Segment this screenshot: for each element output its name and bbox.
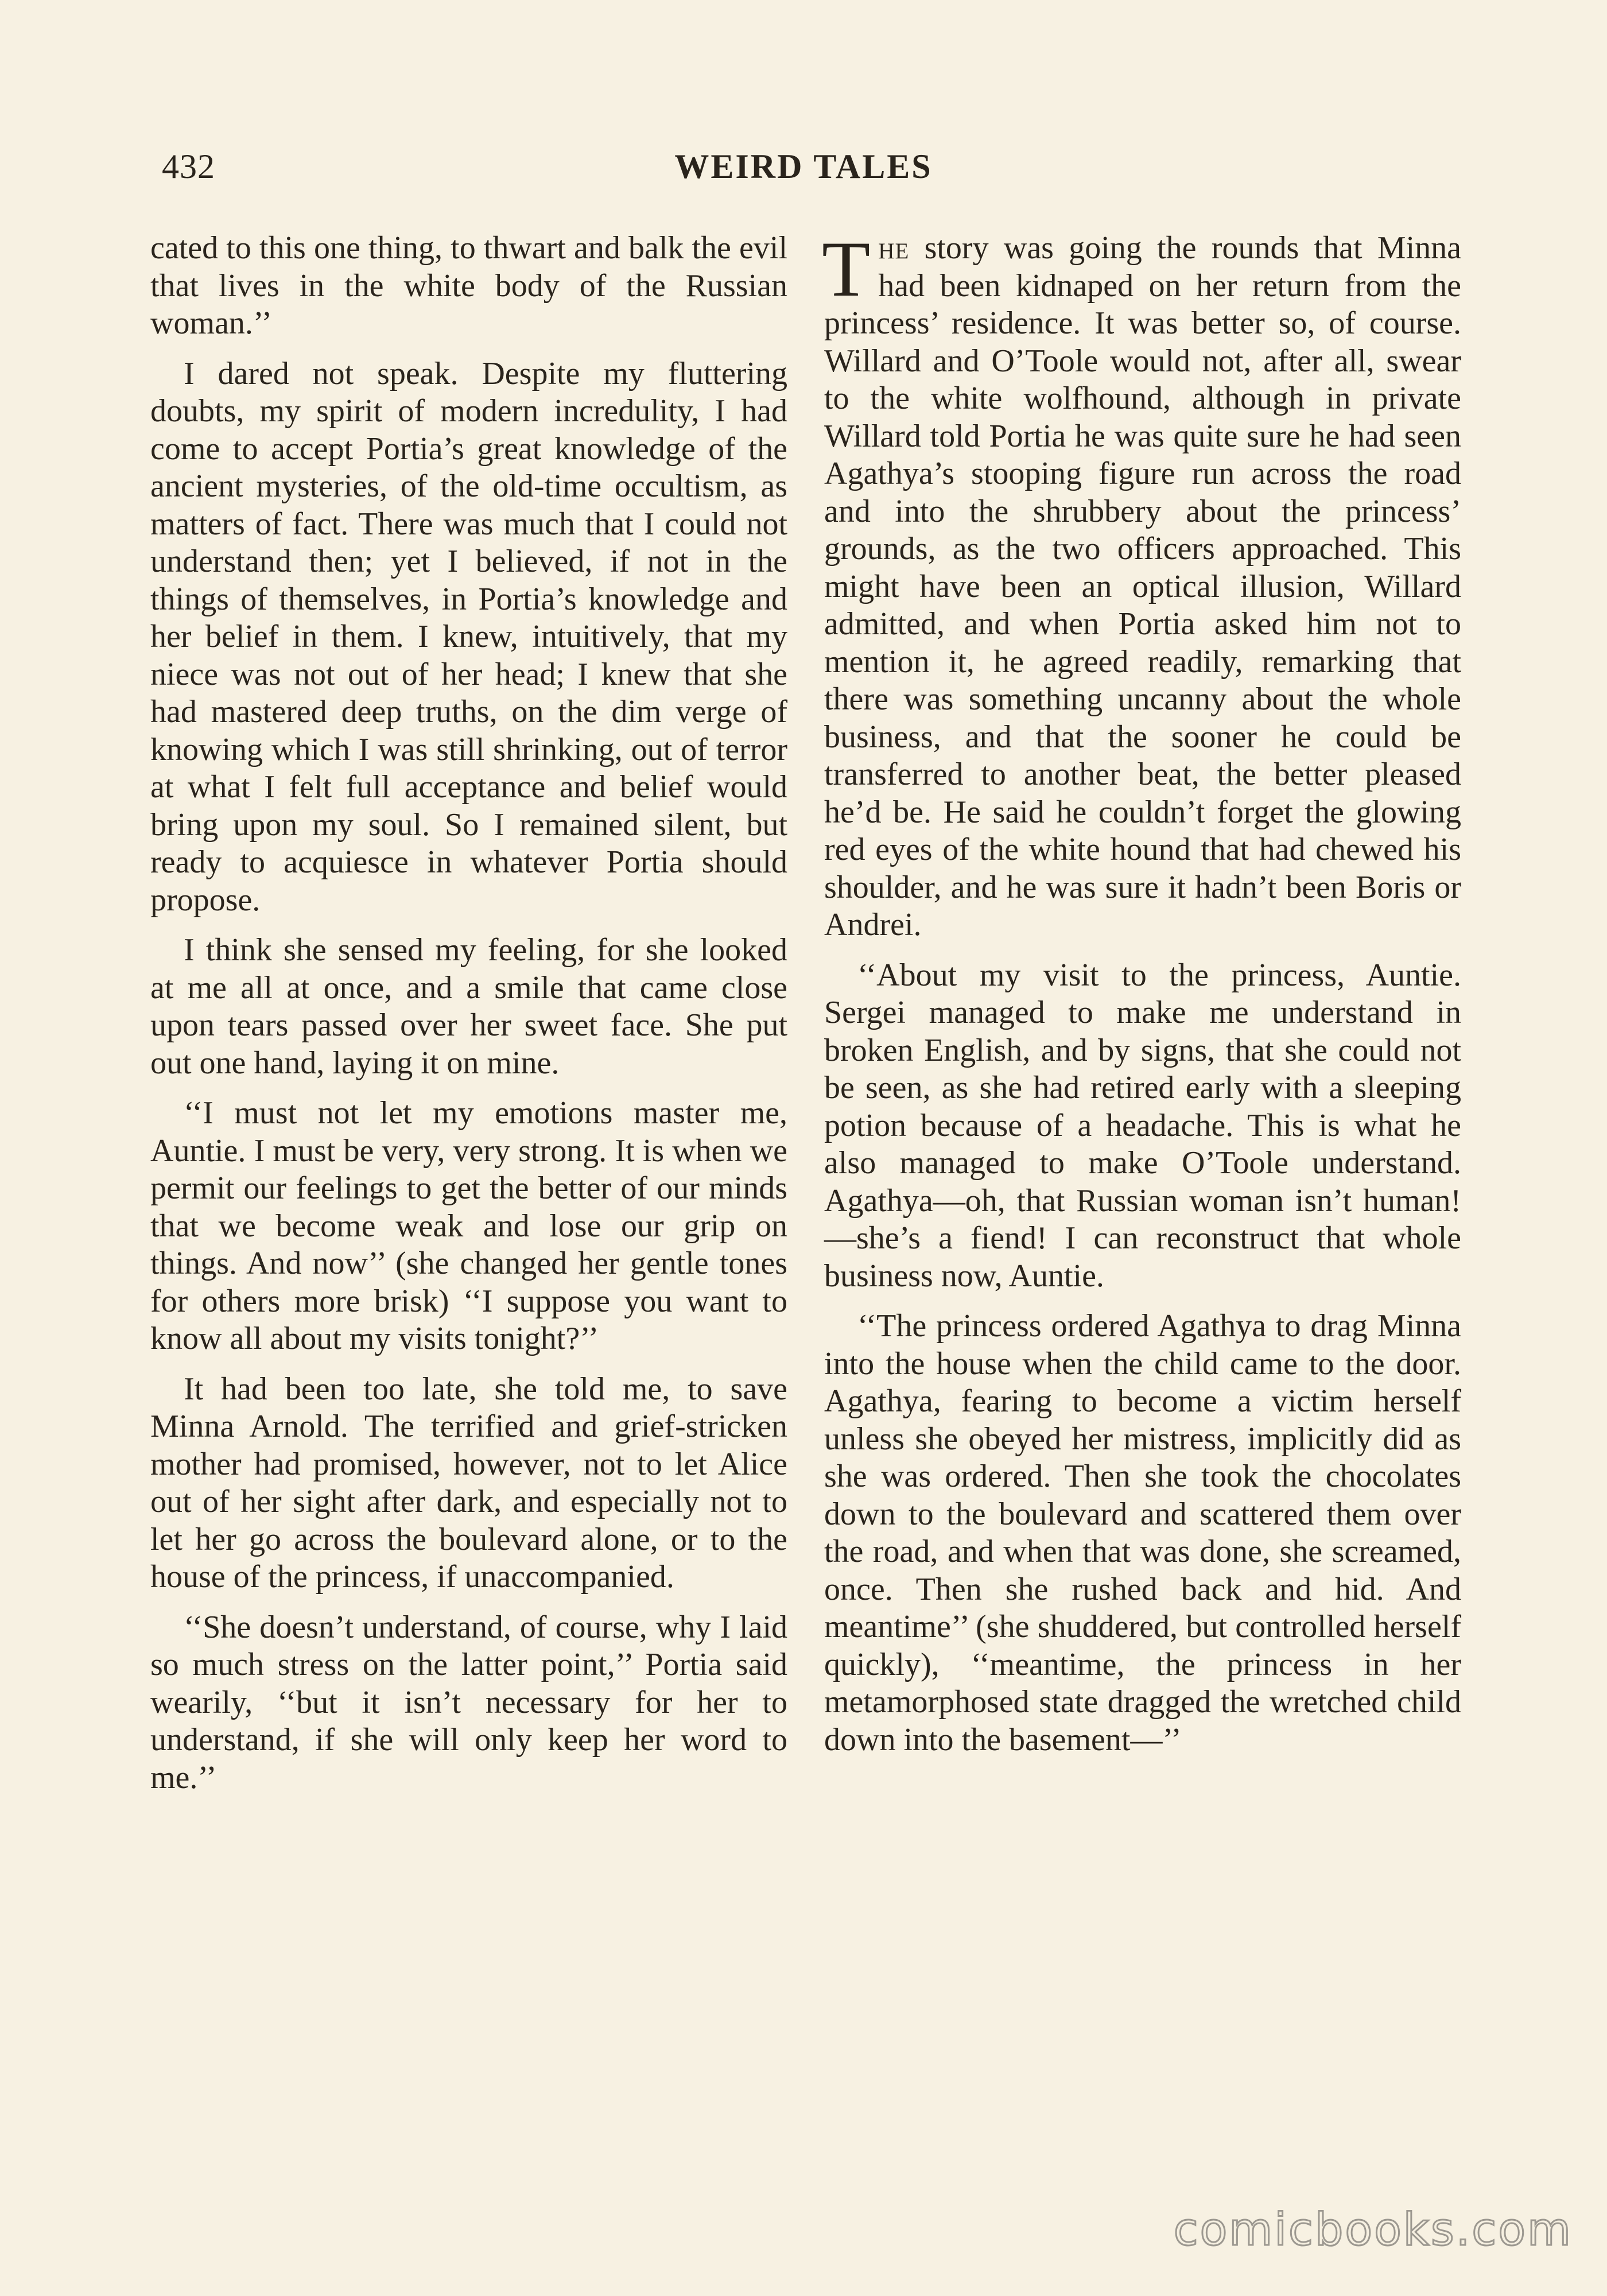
left-column [150, 230, 787, 1809]
paragraph: ‘‘About my visit to the princess, Auntie. Sergei managed to make me understand in broken English, and by signs, that she could not be seen, as she had retired early with a sleeping potion because of a headache. This is what he also managed to make O’Toole understand. Agathya—oh, that Russian woman isn’t human!—she’s a fiend! I can reconstruct that whole business now, Auntie. [824, 957, 1461, 1294]
opening-paragraph-text: story was going the rounds that Minna had been kidnaped on her return from the princess’ residence. It was better so, of course. Willard and O’Toole would not, after all, swear to the white wolfhound, although in private Willard told Portia he was quite sure he had seen Agathya’s stooping figure run across the road and into the shrubbery about the princess’ grounds, as the two officers approached. This might have been an optical illusion, Willard admitted, and when Portia asked him not to mention it, he agreed readily, remarking that there was something uncanny about the whole business, and that the sooner he could be transferred to another beat, the better pleased he’d be. He said he couldn’t forget the glowing red eyes of the white hound that had chewed his shoulder, and he was sure it hadn’t been Boris or Andrei. [824, 230, 1461, 943]
page-number: 432 [162, 148, 215, 185]
paragraph: I think she sensed my feeling, for she looked at me all at once, and a smile that came close upon tears passed over her sweet face. She put out one hand, laying it on mine. [150, 932, 787, 1081]
paragraph: It had been too late, she told me, to save Minna Arnold. The terrified and grief-stricken mother had promised, however, not to let Alice out of her sight after dark, and especially not to let her go across the boulevard alone, or to the house of the princess, if unaccompanied. [150, 1371, 787, 1595]
running-head-title: WEIRD TALES [674, 148, 933, 185]
paragraph: ‘‘The princess ordered Agathya to drag Minna into the house when the child came to the door. Agathya, fearing to become a victim herself unless she obeyed her mistress, implicitly did as she was ordered. Then she took the chocolates down to the boulevard and scattered them over the road, and when that was done, she screamed, once. Then she rushed back and hid. And meantime’’ (she shuddered, but controlled herself quickly), ‘‘meantime, the princess in her metamorphosed state dragged the wretched child down into the basement—’’ [824, 1308, 1461, 1758]
paragraph: ‘‘I must not let my emotions master me, Auntie. I must be very, very strong. It is when we permit our feelings to get the better of our minds that we become weak and lose our grip on things. And now’’ (she changed her gentle tones for others more brisk) ‘‘I suppose you want to know all about my visits tonight?’’ [150, 1095, 787, 1356]
drop-cap-letter: T [822, 225, 871, 313]
right-column [822, 225, 1461, 1771]
small-caps-lead: he [878, 230, 910, 266]
paragraph: ‘‘She doesn’t understand, of course, why I laid so much stress on the latter point,’’ Portia said wearily, ‘‘but it isn’t necessary for her to understand, if she will only keep her word to me.’’ [150, 1609, 787, 1795]
section-opening-paragraph [822, 225, 1461, 944]
paragraph: I dared not speak. Despite my fluttering doubts, my spirit of modern incredulity, I had come to accept Portia’s great knowledge of the ancient mysteries, of the old-time occultism, as matters of fact. There was much that I could not understand then; yet I believed, if not in the things of themselves, in Portia’s knowledge and her belief in them. I knew, intuitively, that my niece was not out of her head; I knew that she had mastered deep truths, on the dim verge of knowing which I was still shrinking, out of terror at what I felt full acceptance and belief would bring upon my soul. So I remained silent, but ready to acquiesce in whatever Portia should propose. [150, 355, 787, 918]
watermark-text: comicbooks.com [1173, 2204, 1573, 2256]
paragraph: cated to this one thing, to thwart and balk the evil that lives in the white body of the Russian woman.’’ [150, 230, 787, 341]
